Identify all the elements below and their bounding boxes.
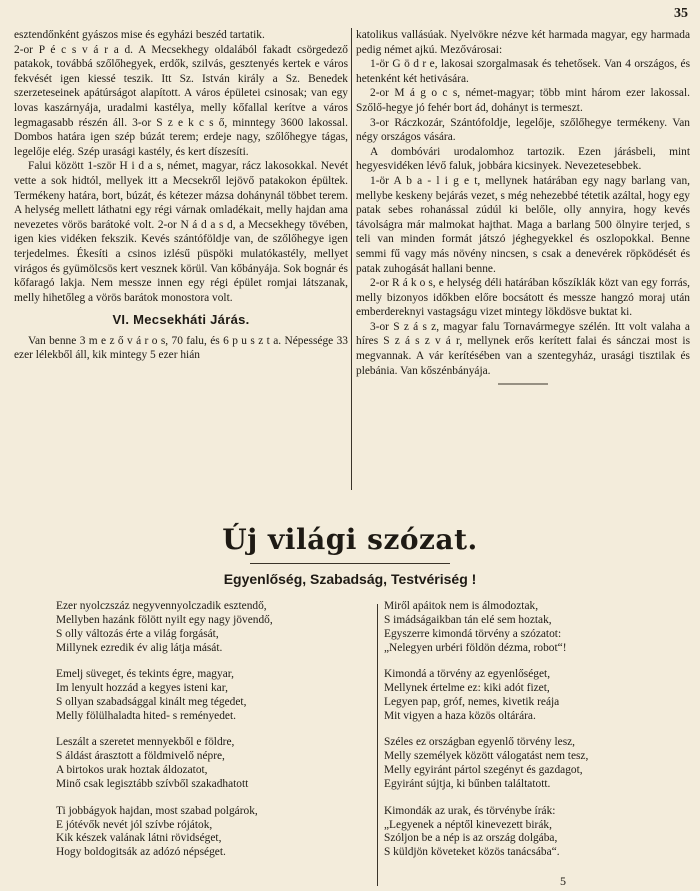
verse-line: E jótévők nevét jól szívbe rójátok, [56, 818, 213, 831]
verse-line: Mellynek értelme ez: kiki adót fizet, [384, 682, 550, 695]
paragraph: katolikus vallásúak. Nyelvökre nézve két harmada magyar, egy harmada pedig német ajkú. Mezővárosai: [356, 29, 690, 56]
verse-line: Emelj süveget, és tekints égre, magyar, [56, 668, 234, 681]
verse-line: S imádságaikban tán elé sem hoztak, [384, 613, 552, 626]
end-ornament-icon [498, 380, 548, 388]
paragraph: 2-or M á g o c s, német-magyar; több mint három ezer lakossal. Szőlő-hegye jó fehér bort ád, dohányt is termeszt. [356, 87, 690, 114]
right-column [356, 28, 690, 388]
verse-line: Im lenyult hozzád a kegyes isteni kar, [56, 682, 228, 695]
verse-line: Ezer nyolczszáz negyvennyolczadik esztendő, [56, 600, 267, 612]
stanza [384, 736, 696, 792]
stanza [56, 600, 384, 656]
verse-line: Legyen pap, gróf, nemes, kivetik reája [384, 696, 560, 709]
paragraph: Falui között 1-ször H i d a s, német, magyar, rácz lakosokkal. Nevét vette a sok hidtól, mellyek itt a Mecsekről lejövő patakokon épültek. Termékeny határa, bort, búzát, és kétezer mázsa dohánynál többet terem. A helység mellett láthatni egy régi várnak omladékait, melly hajdan ama nevezetes vörös barátoké volt. 2-or N á d a s d, a Mecsekhegy tövében, igen kies vidéken fekszik. Kevés szántóföldje van, de szőlőhegye igen terjedelmes. Ékesíti a csinos izlésű püspöki mulatókastély, mellyet virágos és gyümölcsös kert vesznek körül. Van kőbányája. Sok bognár és kőfaragó lakja. Nem messze innen egy régi épület romjai látszanak, melly hihetőleg a vörös barátok monostora volt. [14, 160, 348, 304]
verse-line: Kimondá a törvény az egyenlőséget, [384, 668, 551, 681]
verse-line: S áldást árasztott a földmivelő népre, [56, 750, 225, 763]
stanza [56, 668, 384, 724]
section-title: VI. Mecsekháti Járás. [112, 312, 250, 328]
paragraph: esztendőnként gyászos mise és egyházi beszéd tartatik. [14, 29, 265, 41]
verse-line: Kimondák az urak, és törvénybe írák: [384, 804, 556, 817]
article-columns [14, 28, 690, 388]
verse-line: Minő csak legisztább szívből szakadhatott [56, 778, 249, 791]
poem-body [56, 600, 696, 873]
verse-line: S ollyan szabadsággal kinált meg tégedet, [56, 696, 247, 709]
verse-line: Ti jobbágyok hajdan, most szabad polgárok, [56, 804, 258, 817]
verse-line: Melly személyek között válogatást nem tesz, [384, 750, 589, 763]
paragraph: 2-or R á k o s, e helység déli határában kőszíklák közt van egy forrás, melly bizonyos időkben előre bocsátott és messze hangzó moraj után emberdereknyi vastagságu vizet mintegy lökdösve buktat ki. [356, 277, 690, 319]
verse-line: Miről apáitok nem is álmodoztak, [384, 600, 539, 612]
poem-title: Új világi szózat. [222, 523, 478, 556]
poem-left-column [56, 600, 384, 873]
verse-line: „Nelegyen urbéri földön dézma, robot“! [384, 641, 567, 654]
folio-mark: 5 [560, 874, 566, 888]
paragraph: 3-or Ráczkozár, Szántófoldje, legelője, szőlőhegye termékeny. Van négy országos vására. [356, 116, 690, 144]
verse-line: Egyszerre kimondá törvény a szózatot: [384, 627, 562, 640]
paragraph: 1-ör G ö d r e, lakosai szorgalmasak és tehetősek. Van 4 országos, és hetenként két hetivására. [356, 58, 690, 85]
verse-line: Melly egyiránt pártol szegényt és gazdagot, [384, 764, 583, 777]
title-rule [250, 563, 450, 564]
verse-line: Melly fölülhaladta hited- s reményedet. [56, 709, 236, 722]
poem-column-divider [377, 604, 378, 886]
verse-line: Leszált a szeretet mennyekből e földre, [56, 736, 235, 749]
stanza [384, 805, 696, 861]
verse-line: Millynek ezredik év alig látja mását. [56, 641, 223, 654]
verse-line: S olly változás érte a világ forgását, [56, 627, 219, 640]
verse-line: Szóljon be a nép is az ország dolgába, [384, 832, 558, 845]
paragraph: A dombóvári urodalomhoz tartozik. Ezen járásbeli, mint hegyesvidéken lévő faluk, jobbára kicsinyek. Nevezetesebbek. [356, 145, 690, 173]
verse-line: Mit vigyen a haza közös oltárára. [384, 709, 536, 722]
verse-line: Egyiránt sújtja, ki bűnben találtatott. [384, 778, 551, 791]
paragraph: 1-ör A b a - l i g e t, mellynek határában egy nagy barlang van, mellybe keskeny bejárás vezet, s még nehezebbé tétetik azáltal, hogy egy patak sebes rohanással zúdúl ki belőle, olly annyira, hogy kevés távolságra már malmokat hajthat. Maga a barlang 500 ölnyire terjed, s teli van minden formát játszó jéghegyekkel és oszlopokkal. Benne semmi fű vagy más növény nincsen, s csak a denevérek röpködését és patak zuhogását hallani benne. [356, 174, 690, 275]
paragraph: Van benne 3 m e z ő v á r o s, 70 falu, és 6 p u s z t a. Népessége 33 ezer lélekből áll, kik mintegy 5 ezer hián [14, 334, 348, 362]
left-column [14, 28, 348, 388]
verse-line: Hogy boldogitsák az adózó népséget. [56, 846, 226, 859]
verse-line: A birtokos urak hoztak áldozatot, [56, 764, 208, 777]
column-divider [351, 28, 352, 490]
stanza [384, 668, 696, 724]
poem-subtitle: Egyenlőség, Szabadság, Testvériség ! [223, 571, 477, 587]
paragraph: 2-or P é c s v á r a d. A Mecsekhegy oldalából fakadt csörgedező patakok, továbbá szőlőhegyek, erdők, szilvás, gesztenyés kertek e város fekvését igen kiessé teszik. Itt Sz. István király a Sz. Benedek szerzeteseinek apátúrságot alapított. A város épületei csinosak; van egy lovas kaszárnyája, uradalmi kastélya, melly kőfallal kerítve a város legmagasabb részén áll. 3-or S z e k c s ő, minntegy 3600 lakossal. Dombos határa igen szép búzát terem; erdeje nagy, szőlőhegye tágas, legelője elég. Szép urasági kastély, és kert díszesíti. [14, 43, 348, 158]
page-number: 35 [674, 6, 688, 21]
stanza [56, 736, 384, 792]
verse-line: Mellyben hazánk fölött nyilt egy nagy jövendő, [56, 613, 273, 626]
verse-line: „Legyenek a néptől kinevezett birák, [384, 818, 552, 831]
verse-line: Kik készek valának látni rövidséget, [56, 832, 222, 845]
stanza [56, 805, 384, 861]
verse-line: Széles ez országban egyenlő törvény lesz, [384, 736, 576, 749]
paragraph: 3-or S z á s z, magyar falu Tornavármegye szélén. Itt volt valaha a híres S z á s z v á r, mellynek erős kerített falai és sánczai most is megvannak. A vár kerítésében van a szentegyház, urasági tisztilak és plebánia. Van kőszénbányája. [356, 320, 690, 377]
poem-right-column [384, 600, 696, 873]
verse-line: S küldjön követeket közös tanácsába“. [384, 846, 560, 859]
stanza [384, 600, 696, 656]
